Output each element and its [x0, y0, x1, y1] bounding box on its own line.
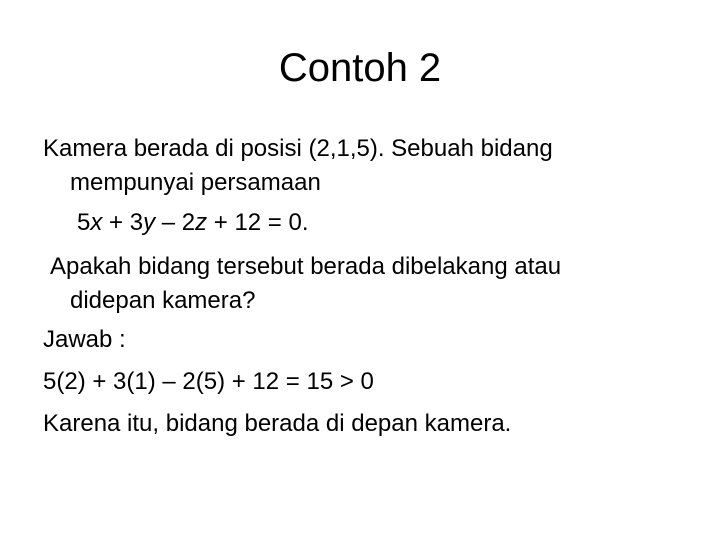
body-line-question: Apakah bidang tersebut berada dibelakang atau — [50, 253, 562, 280]
equation-coef-x: 5 — [77, 209, 91, 236]
answer-label: Jawab : — [43, 326, 126, 353]
plane-equation — [77, 208, 309, 238]
equation-term-z: – 2 — [155, 209, 196, 236]
equation-tail: + 12 = 0. — [207, 209, 309, 236]
equation-var-z: z — [195, 209, 208, 236]
equation-var-y: y — [143, 209, 156, 236]
slide-title: Contoh 2 — [278, 46, 442, 90]
equation-term-y: + 3 — [102, 209, 144, 236]
body-line-plane-equation-intro: mempunyai persamaan — [70, 169, 321, 196]
answer-calculation: 5(2) + 3(1) – 2(5) + 12 = 15 > 0 — [43, 368, 374, 395]
equation-var-x: x — [90, 209, 103, 236]
body-line-camera-position: Kamera berada di posisi (2,1,5). Sebuah bidang — [43, 135, 553, 162]
body-line-question-end: didepan kamera? — [70, 287, 256, 314]
answer-conclusion: Karena itu, bidang berada di depan kamera. — [43, 410, 512, 437]
